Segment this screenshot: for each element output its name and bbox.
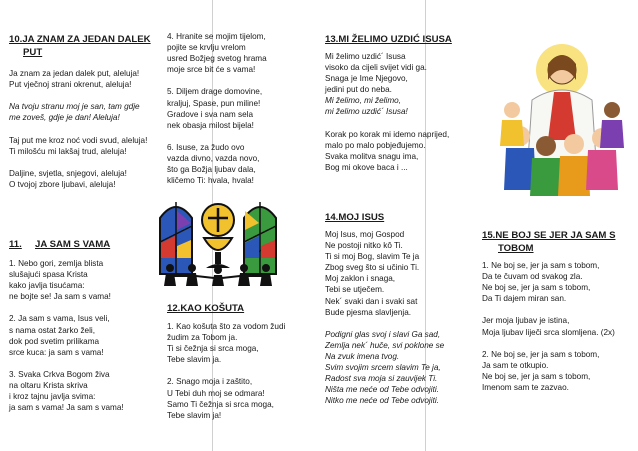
verse-line: visoko da cijeli svijet vidi ga. (325, 63, 427, 73)
verse-line: 5. Diljem drage domovine, (167, 87, 263, 97)
verse-line: Na tvoju stranu moj je san, tam gdje (9, 102, 140, 112)
verse-line (482, 338, 636, 349)
verse-line: Jer moja ljubav je istina, (482, 316, 570, 326)
verse-line: Radost sva moja si zauvijek Ti. (325, 374, 438, 384)
verse-line: Svim svojim srcem slavim Te ja, (325, 363, 441, 373)
verse-line: Nek´ svaki dan i svaki sat (325, 296, 418, 306)
verse-line: Put vječnoj strani okrenut, aleluja! (9, 80, 132, 90)
verse-line: Ne postoji nitko kô Ti. (325, 241, 403, 251)
verse-line: nek obasja milost bijela! (167, 120, 254, 130)
verse-line (325, 118, 500, 129)
verse-line: Moja ljubav liječi srca slomljena. (2x) (482, 327, 615, 337)
verse-line: Da Ti dajem miran san. (482, 294, 567, 304)
hymn-14-title: 14.MOJ ISUS (325, 212, 385, 223)
verse-line: 2. Ne boj se, jer ja sam s tobom, (482, 349, 600, 359)
eucharist-stained-glass-image (156, 196, 280, 288)
verse-line (325, 318, 485, 329)
stained-glass-right-window (244, 202, 276, 274)
hymn-14-text (325, 229, 485, 407)
verse-line: 4. Hranite se mojim tijelom, (167, 32, 266, 41)
verse-line: vazda divno, vazda novo, (167, 154, 260, 164)
verse-line: O tvojoj zbore ljubavi, aleluja! (9, 179, 116, 189)
hymn-10-title: 10.JA ZNAM ZA JEDAN DALEK PUT (9, 34, 151, 58)
verse-line: s nama ostat žarko želi, (9, 325, 96, 335)
verse-line: na oltaru Krista skriva (9, 381, 88, 391)
verse-line: 1. Nebo gori, zemlja blista (9, 259, 104, 268)
verse-line: malo po malo pobjeđujemo. (325, 140, 426, 150)
verse-line: me zoveš, gdje je dan! Aleluja! (9, 113, 120, 123)
verse-line: 2. Ja sam s vama, Isus veli, (9, 314, 110, 324)
verse-line: Taj put me kroz noć vodi svud, aleluja! (9, 135, 148, 145)
verse-line: Nitko me neće od Tebe odvojiti. (325, 396, 439, 406)
verse-line: Mi želimo, mi želimo, (325, 96, 401, 106)
verse-line: kako javlja tisućama: (9, 281, 85, 291)
verse-line: Korak po korak mi idemo naprijed, (325, 129, 450, 139)
verse-line: 1. Ne boj se, jer ja sam s tobom, (482, 261, 600, 270)
verse-line: Na zvuk imena tvog. (325, 352, 400, 362)
verse-line: Bude pjesma slavljenja. (325, 307, 412, 317)
verse-line: U Tebi duh moj se odmara! (167, 388, 265, 398)
verse-line: moje srce bit će s vama! (167, 65, 256, 75)
verse-line: srce kuca: ja sam s vama! (9, 347, 104, 357)
verse-line: Ti si čežnja si srca moga, (167, 344, 259, 354)
hymn-11-title: 11. JA SAM S VAMA (9, 239, 111, 250)
verse-line: Samo Ti čežnja si srca moga, (167, 399, 274, 409)
verse-line: mi želimo uzdić´ Isusa! (325, 107, 408, 117)
verse-line: 1. Kao košuta što za vodom žudi (167, 322, 286, 331)
hymn-15 (482, 229, 636, 393)
verse-line: Tebe slavim ja! (167, 410, 222, 420)
verse-line: kličemo Ti: hvala, hvala! (167, 176, 254, 186)
verse-line: Gradove i sva nam sela (167, 109, 254, 119)
verse-line: Imenom sam te zazvao. (482, 383, 569, 393)
hymn-13 (325, 33, 500, 173)
jesus-with-children-image (498, 40, 626, 200)
hymn-15-title: 15.NE BOJ SE JER JA SAM S TOBOM (482, 230, 616, 254)
verse-line: Da te čuvam od svakog zla. (482, 272, 583, 282)
verse-line: Tebe slavim ja. (167, 355, 222, 365)
verse-line: Bog mi okove baca i ... (325, 162, 408, 172)
verse-line: i kroz tajnu javlja svima: (9, 392, 96, 402)
verse-line: Svaka molitva snagu ima, (325, 151, 419, 161)
verse-line: ne bojte se! Ja sam s vama! (9, 292, 111, 302)
verse-line: Moj Isus, moj Gospod (325, 230, 405, 239)
verse-line: žudim za Tobom ja. (167, 333, 238, 343)
host-and-chalice (202, 204, 234, 268)
verse-line: jedini put do neba. (325, 85, 392, 95)
verse-line: Ja znam za jedan dalek put, aleluja! (9, 69, 140, 78)
verse-line: pojite se krvlju vrelom (167, 43, 246, 53)
verse-line: Ne boj se, jer ja sam s tobom, (482, 371, 591, 381)
verse-line: Ništa me neće od Tebe odvojiti. (325, 385, 439, 395)
verse-line: Snaga je Ime Njegovo, (325, 74, 408, 84)
hymn-15-text (482, 260, 636, 393)
verse-line: Daljine, svjetla, snjegovi, aleluja! (9, 168, 127, 178)
verse-line: Ti si moj Bog, slavim Te ja (325, 252, 420, 262)
verse-line (482, 304, 636, 315)
verse-line: Ja sam te otkupio. (482, 360, 549, 370)
verse-line: Ti milošću mi lakšaj trud, aleluja! (9, 146, 127, 156)
verse-line: dok pod svetim prilikama (9, 336, 100, 346)
verse-line: Podigni glas svoj i slavi Ga sad, (325, 329, 441, 339)
verse-line: kraljuj, Spase, pun miline! (167, 98, 261, 108)
verse-line: 6. Isuse, za žudo ovo (167, 142, 245, 152)
verse-line: 3. Svaka Crkva Bogom živa (9, 369, 110, 379)
verse-line: Moj zaklon i snaga, (325, 274, 396, 284)
verse-line: usred Božjeg svetog hrama (167, 54, 267, 64)
hymn-13-title: 13.MI ŽELIMO UZDIĆ ISUSA (325, 34, 452, 45)
verse-line: Zemlja nek´ huče, svi poklone se (325, 340, 445, 350)
hymn-13-text (325, 51, 500, 173)
verse-line: što ga Božja ljubav dala, (167, 165, 256, 175)
hymn-14 (325, 211, 485, 407)
verse-line: Ne boj se, jer ja sam s tobom, (482, 283, 591, 293)
verse-line: 2. Snago moja i zaštito, (167, 377, 253, 387)
verse-line: slušajući spasa Krista (9, 270, 88, 280)
verse-line: Zbog sveg što si učinio Ti. (325, 263, 420, 273)
hymn-12-title: 12.KAO KOŠUTA (167, 303, 245, 314)
verse-line: ja sam s vama! Ja sam s vama! (9, 403, 124, 413)
verse-line: Mi želimo uzdić´ Isusa (325, 52, 406, 61)
stained-glass-left-window (160, 202, 192, 274)
verse-line: Tebi se utječem. (325, 285, 385, 295)
